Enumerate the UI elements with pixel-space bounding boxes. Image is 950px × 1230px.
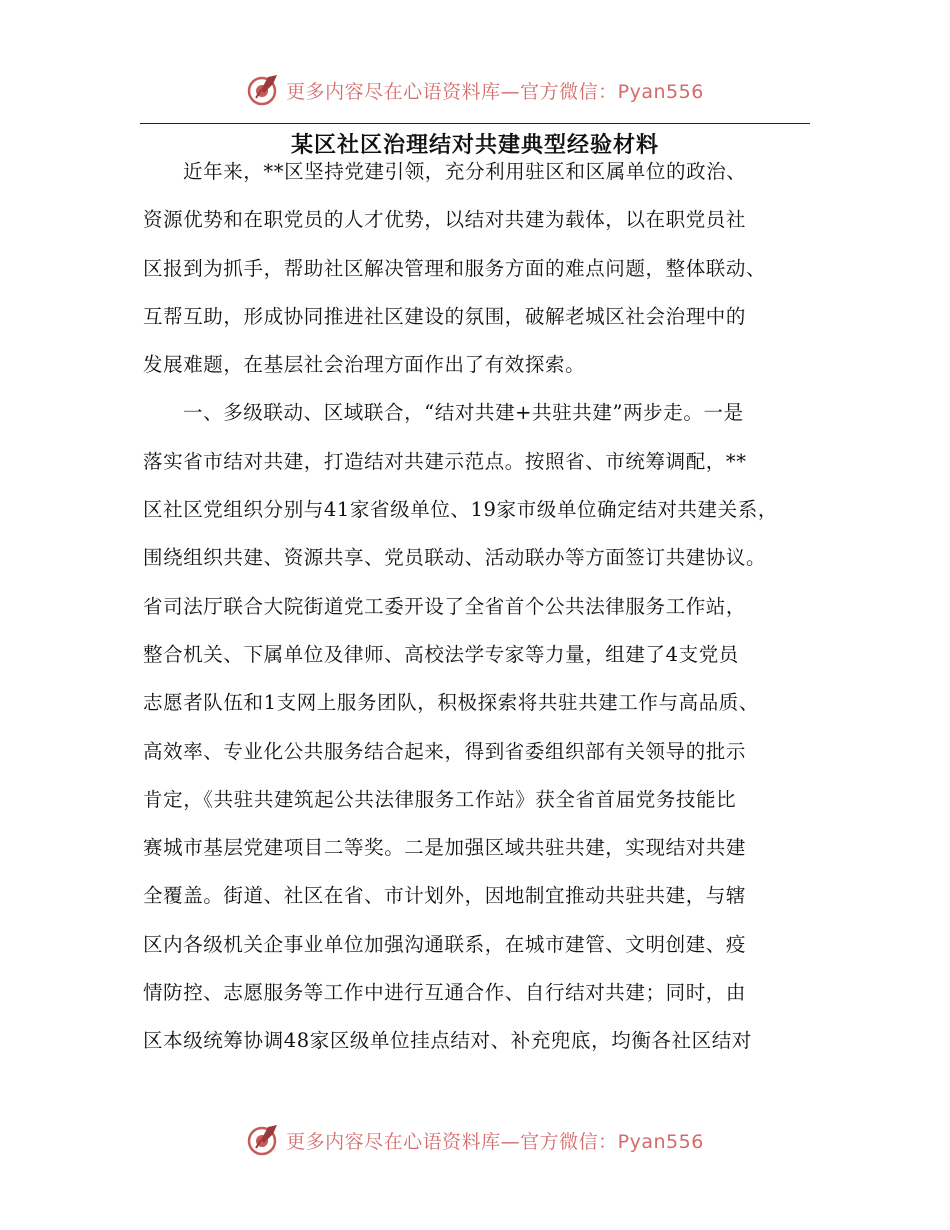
body-line: 志愿者队伍和1支网上服务团队，积极探索将共驻共建工作与高品质、 — [143, 691, 760, 715]
quill-logo-icon — [246, 73, 280, 107]
footer-watermark-text: 更多内容尽在心语资料库—官方微信：Pyan556 — [286, 1130, 704, 1153]
document-title: 某区社区治理结对共建典型经验材料 — [290, 132, 659, 158]
body-line: 一、多级联动、区域联合，“结对共建+共驻共建”两步走。一是 — [183, 401, 744, 425]
body-line: 全覆盖。街道、社区在省、市计划外，因地制宜推动共驻共建，与辖 — [143, 884, 747, 908]
header-watermark-text: 更多内容尽在心语资料库—官方微信：Pyan556 — [286, 80, 704, 103]
body-line: 落实省市结对共建，打造结对共建示范点。按照省、市统筹调配，** — [143, 449, 747, 473]
body-line: 赛城市基层党建项目二等奖。二是加强区域共驻共建，实现结对共建 — [143, 836, 747, 860]
body-line: 区报到为抓手，帮助社区解决管理和服务方面的难点问题，整体联动、 — [143, 256, 767, 280]
quill-logo-icon — [246, 1123, 280, 1157]
body-line: 资源优势和在职党员的人才优势，以结对共建为载体，以在职党员社 — [143, 208, 747, 232]
body-line: 肯定，《共驻共建筑起公共法律服务工作站》获全省首届党务技能比 — [143, 787, 737, 811]
body-line: 省司法厅联合大院街道党工委开设了全省首个公共法律服务工作站， — [143, 594, 747, 618]
body-line: 高效率、专业化公共服务结合起来，得到省委组织部有关领导的批示 — [143, 739, 747, 763]
body-line: 区本级统筹协调48家区级单位挂点结对、补充兜底，均衡各社区结对 — [143, 1029, 752, 1053]
document-body — [143, 148, 811, 1066]
body-line: 区内各级机关企事业单位加强沟通联系，在城市建管、文明创建、疫 — [143, 932, 747, 956]
body-line: 围绕组织共建、资源共享、党员联动、活动联办等方面签订共建协议。 — [143, 546, 767, 570]
header-rule — [140, 123, 810, 124]
body-line: 区社区党组织分别与41家省级单位、19家市级单位确定结对共建关系， — [143, 498, 778, 522]
header-watermark-banner — [0, 70, 950, 110]
body-line: 发展难题，在基层社会治理方面作出了有效探索。 — [143, 353, 586, 377]
body-line: 近年来，**区坚持党建引领，充分利用驻区和区属单位的政治、 — [183, 160, 747, 183]
footer-watermark-banner — [0, 1120, 950, 1160]
body-line: 整合机关、下属单位及律师、高校法学专家等力量，组建了4支党员 — [143, 642, 739, 666]
body-line: 情防控、志愿服务等工作中进行互通合作、自行结对共建；同时，由 — [143, 981, 747, 1005]
body-line: 互帮互助，形成协同推进社区建设的氛围，破解老城区社会治理中的 — [143, 304, 747, 328]
